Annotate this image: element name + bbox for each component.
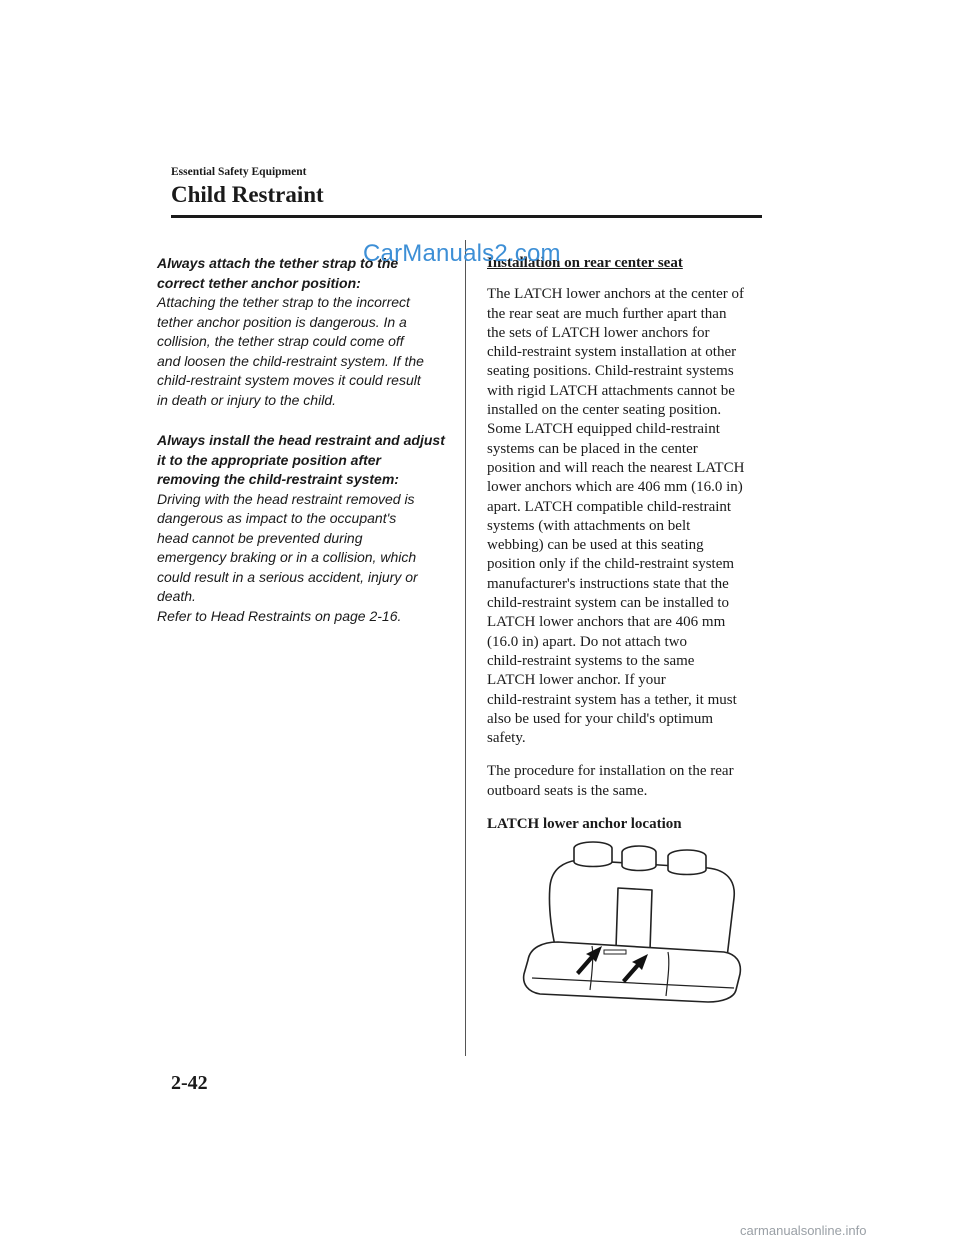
- page-title: Child Restraint: [171, 182, 324, 207]
- warning-body: Driving with the head restraint removed is dangerous as impact to the occupant's head cannot be prevented during emergency braking or in a collision, which could result in a serious accident, injury or death. Refer to Head Restraints on page 2-16.: [157, 490, 418, 624]
- content-column: [487, 254, 772, 834]
- subheading: Installation on rear center seat: [487, 255, 683, 271]
- section-label: Essential Safety Equipment: [171, 166, 307, 178]
- warning-heading: Always attach the tether strap to the correct tether anchor position:: [157, 255, 399, 291]
- center-armrest: [616, 888, 652, 950]
- column-divider: [465, 240, 466, 1056]
- warning-heading: Always install the head restraint and adjust it to the appropriate position after removing the child-restraint system:: [157, 432, 445, 487]
- watermark-text: CarManuals2.com: [363, 240, 561, 267]
- footer-watermark: carmanualsonline.info: [740, 1223, 867, 1238]
- warning-body: Attaching the tether strap to the incorrect tether anchor position is dangerous. In a collision, the tether strap could come off and loosen the child-restraint system. If the child-restraint system moves it could result in death or injury to the child.: [157, 294, 424, 408]
- warning-block-head-restraint: [157, 431, 457, 626]
- rear-seat-latch-illustration: [518, 838, 744, 1010]
- head-restraint-left: [574, 842, 612, 867]
- title-rule: [171, 215, 762, 218]
- warning-block-tether: [157, 254, 457, 410]
- figure-title: LATCH lower anchor location: [487, 816, 682, 833]
- body-paragraph: The LATCH lower anchors at the center of the rear seat are much further apart than the sets of LATCH lower anchors for child-restraint system installation at other seating positions. Child-restraint systems with rigid LATCH attachments cannot be installed on the center seating position. Some LATCH equipped child-restraint systems can be placed in the center position and will reach the nearest LATCH lower anchors which are 406 mm (16.0 in) apart. LATCH compatible child-restraint systems (with attachments on belt webbing) can be used at this seating position only if the child-restraint system manufacturer's instructions state that the child-restraint system can be installed to LATCH lower anchors that are 406 mm (16.0 in) apart. Do not attach two child-restraint systems to the same LATCH lower anchor. If your child-restraint system has a tether, it must also be used for your child's optimum safety.: [487, 286, 745, 747]
- head-restraint-right: [668, 850, 706, 875]
- head-restraint-center: [622, 846, 656, 871]
- warning-column: [157, 254, 457, 647]
- page-number: 2-42: [171, 1072, 208, 1094]
- body-paragraph: The procedure for installation on the rear outboard seats is the same.: [487, 763, 734, 799]
